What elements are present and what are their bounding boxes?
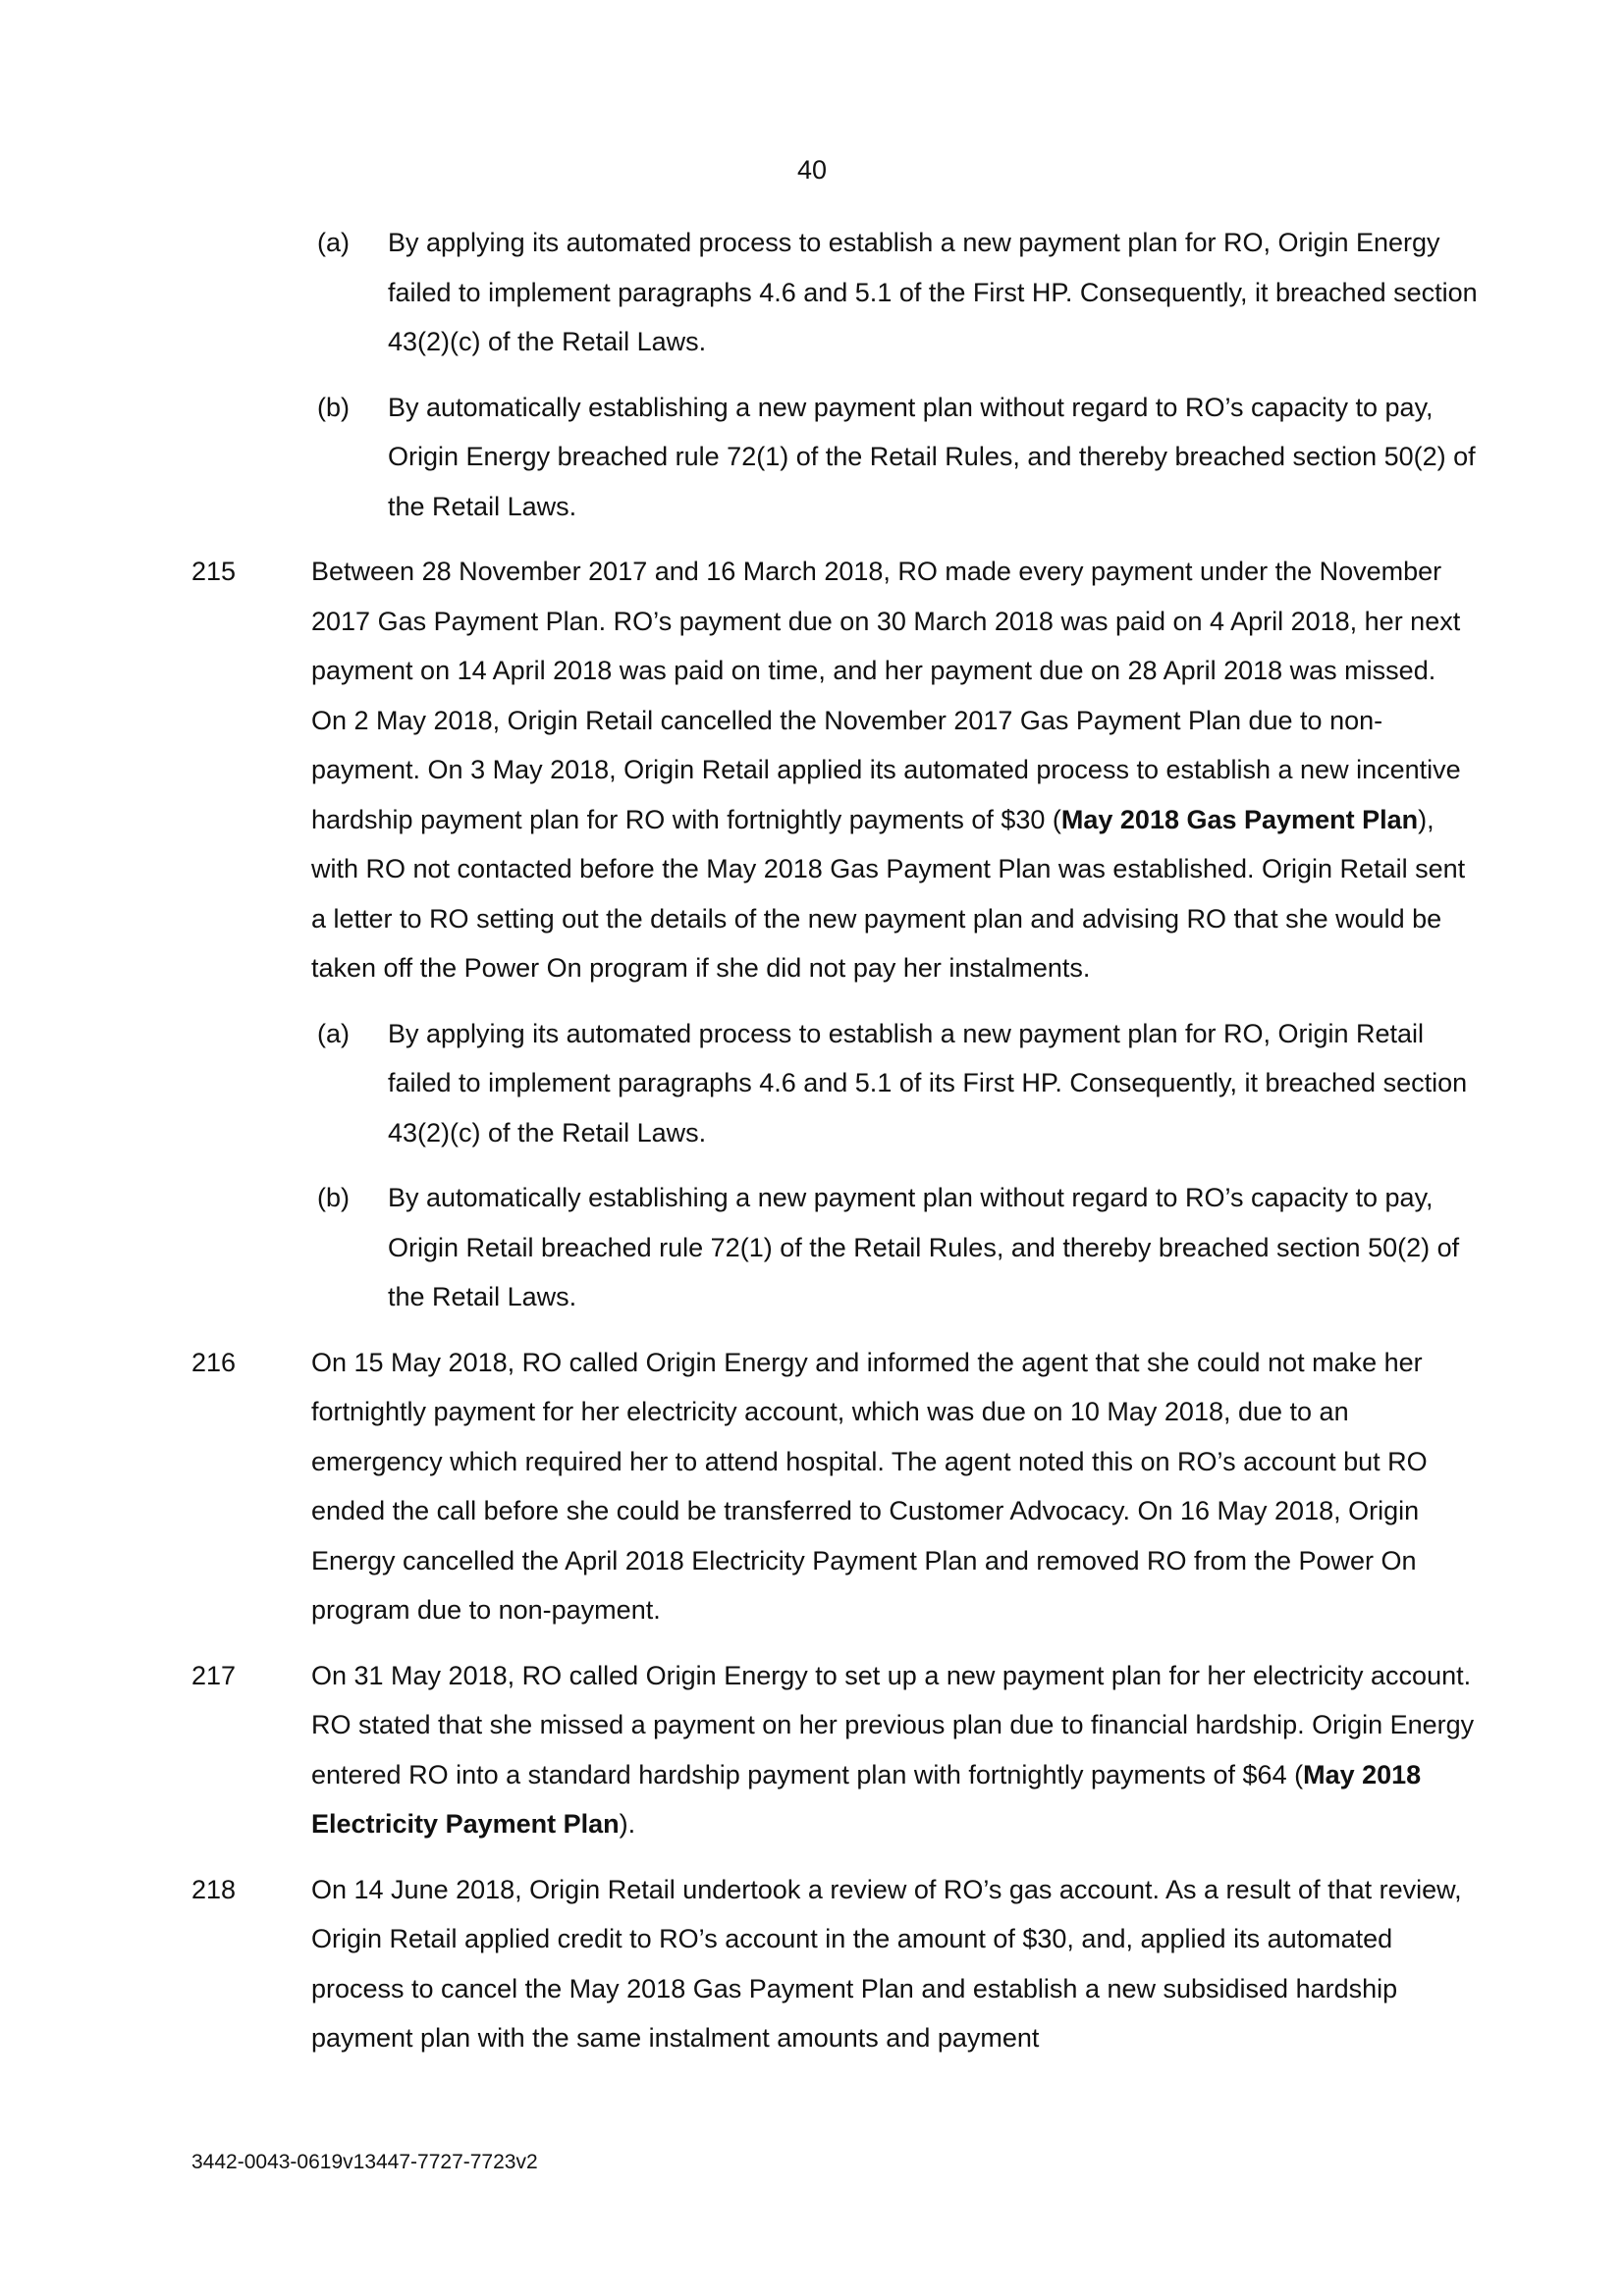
paragraph-text: On 31 May 2018, RO called Origin Energy to set up a new payment plan for her electricity account. RO stated that she missed a payment on her previous plan due to financial hardship. Origin Energy entered RO into a standard hardship payment plan with fortnightly payments of $64 (May 2018 Electricity Payment Plan). — [311, 1660, 1475, 1839]
subparagraph-text: By applying its automated process to establish a new payment plan for RO, Origin Energy failed to implement paragraphs 4.6 and 5.1 of the First HP. Consequently, it breached section 43(2)(c) of the Retail Laws. — [388, 228, 1478, 356]
paragraph-text: On 14 June 2018, Origin Retail undertook a review of RO’s gas account. As a result of that review, Origin Retail applied credit to RO’s account in the amount of $30, and, applied its automated process to cancel the May 2018 Gas Payment Plan and establish a new subsidised hardship payment plan with the same instalment amounts and payment — [311, 1874, 1462, 2053]
paragraph-number: 218 — [191, 1874, 237, 1904]
defined-term: May 2018 Electricity Payment Plan — [311, 1759, 1422, 1839]
paragraph-number: 217 — [191, 1660, 237, 1690]
document-body — [191, 218, 1478, 2063]
paragraph-218 — [191, 1865, 1478, 2063]
subparagraph-a — [191, 1009, 1478, 1158]
defined-term: May 2018 Gas Payment Plan — [1060, 804, 1419, 834]
subparagraph-text: By applying its automated process to establish a new payment plan for RO, Origin Retail failed to implement paragraphs 4.6 and 5.1 of its First HP. Consequently, it breached section 43(2)(c) of the Retail Laws. — [388, 1018, 1468, 1148]
subparagraph-label: (b) — [317, 1183, 350, 1212]
subparagraph-text: By automatically establishing a new payment plan without regard to RO’s capacity to pay, Origin Energy breached rule 72(1) of the Retail Rules, and thereby breached section 50(2) of the Retail Laws. — [388, 392, 1476, 521]
page-number: 40 — [796, 155, 828, 185]
subparagraph-text: By automatically establishing a new payment plan without regard to RO’s capacity to pay, Origin Retail breached rule 72(1) of the Retail Rules, and thereby breached section 50(2) of the Retail Laws. — [388, 1183, 1460, 1311]
paragraph-text: Between 28 November 2017 and 16 March 2018, RO made every payment under the November 2017 Gas Payment Plan. RO’s payment due on 30 March 2018 was paid on 4 April 2018, her next payment on 14 April 2018 was paid on time, and her payment due on 28 April 2018 was missed. On 2 May 2018, Origin Retail cancelled the November 2017 Gas Payment Plan due to non-payment. On 3 May 2018, Origin Retail applied its automated process to establish a new incentive hardship payment plan for RO with fortnightly payments of $30 (May 2018 Gas Payment Plan), with RO not contacted before the May 2018 Gas Payment Plan was established. Origin Retail sent a letter to RO setting out the details of the new payment plan and advising RO that she would be taken off the Power On program if she did not pay her instalments. — [311, 557, 1466, 983]
paragraph-216 — [191, 1338, 1478, 1635]
subparagraph-label: (a) — [317, 228, 350, 257]
document-reference-footer: 3442-0043-0619v13447-7727-7723v2 — [191, 2151, 538, 2173]
subparagraph-a — [191, 218, 1478, 367]
subparagraph-label: (b) — [317, 392, 350, 422]
paragraph-215 — [191, 547, 1478, 993]
paragraph-text: On 15 May 2018, RO called Origin Energy and informed the agent that she could not make her fortnightly payment for her electricity account, which was due on 10 May 2018, due to an emergency which required her to attend hospital. The agent noted this on RO’s account but RO ended the call before she could be transferred to Customer Advocacy. On 16 May 2018, Origin Energy cancelled the April 2018 Electricity Payment Plan and removed RO from the Power On program due to non-payment. — [311, 1347, 1428, 1625]
subparagraph-b — [191, 383, 1478, 532]
paragraph-number: 216 — [191, 1347, 237, 1377]
subparagraph-label: (a) — [317, 1018, 350, 1048]
subparagraph-b — [191, 1173, 1478, 1322]
paragraph-number: 215 — [191, 557, 237, 586]
paragraph-217 — [191, 1651, 1478, 1849]
